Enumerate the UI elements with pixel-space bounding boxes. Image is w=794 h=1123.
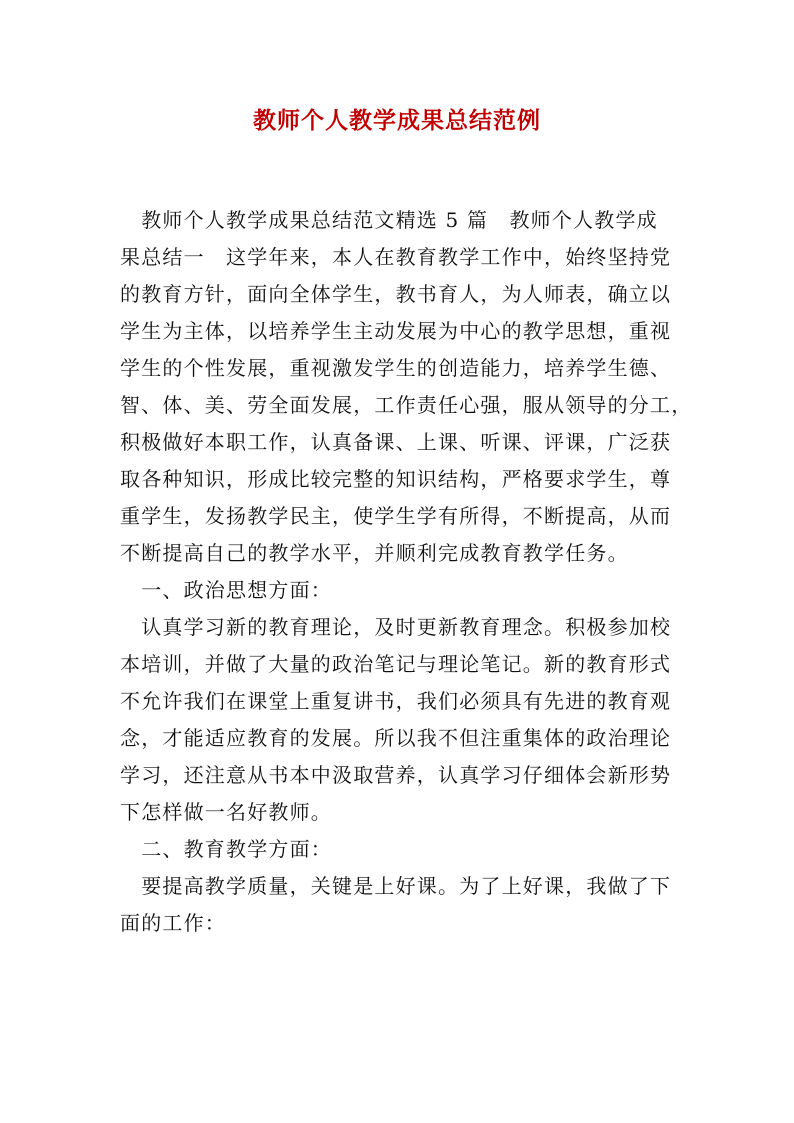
body-line: 学生的个性发展，重视激发学生的创造能力，培养学生德、 [120,356,672,380]
body-line: 积极做好本职工作，认真备课、上课、听课、评课，广泛获 [120,430,672,454]
body-line: 学习，还注意从书本中汲取营养，认真学习仔细体会新形势 [120,763,672,787]
body-line: 教师个人教学成果总结范文精选 5 篇 教师个人教学成 [120,208,658,232]
body-line: 念，才能适应教育的发展。所以我不但注重集体的政治理论 [120,726,672,750]
body-line: 取各种知识，形成比较完整的知识结构，严格要求学生，尊 [120,467,672,491]
document-title: 教师个人教学成果总结范例 [253,107,541,134]
body-line: 下怎样做一名好教师。 [120,800,332,824]
document-body [120,202,693,942]
body-line: 要提高教学质量，关键是上好课。为了上好课，我做了下 [120,874,672,898]
body-line: 智、体、美、劳全面发展，工作责任心强，服从领导的分工， [120,393,693,417]
section-heading-teaching: 二、教育教学方面： [120,837,332,861]
body-line: 面的工作： [120,911,226,935]
body-line: 不允许我们在课堂上重复讲书，我们必须具有先进的教育观 [120,689,672,713]
body-line: 果总结一 这学年来，本人在教育教学工作中，始终坚持党 [120,245,672,269]
body-line: 的教育方针，面向全体学生，教书育人，为人师表，确立以 [120,282,672,306]
body-line: 重学生，发扬教学民主，使学生学有所得，不断提高，从而 [120,504,672,528]
body-line: 本培训，并做了大量的政治笔记与理论笔记。新的教育形式 [120,652,672,676]
section-heading-politics: 一、政治思想方面： [120,578,332,602]
body-line: 学生为主体，以培养学生主动发展为中心的教学思想，重视 [120,319,672,343]
body-line: 认真学习新的教育理论，及时更新教育理念。积极参加校 [120,615,672,639]
body-line: 不断提高自己的教学水平，并顺利完成教育教学任务。 [120,541,629,565]
